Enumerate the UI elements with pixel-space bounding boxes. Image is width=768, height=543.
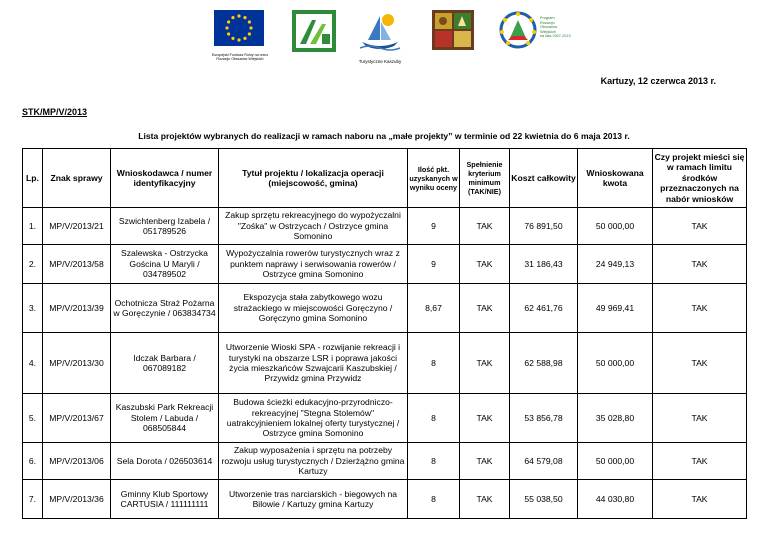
cell-applicant: Szwichtenberg Izabela / 051789526 (111, 208, 219, 245)
cell-case: MP/V/2013/39 (43, 284, 111, 333)
cell-applicant: Gminny Klub Sportowy CARTUSIA / 111111111 (111, 480, 219, 519)
cell-limit: TAK (653, 480, 747, 519)
cell-applicant: Kaszubski Park Rekreacji Stolem / Labuda / 068505844 (111, 394, 219, 443)
cell-criterion: TAK (460, 245, 510, 284)
cell-project: Zakup wyposażenia i sprzętu na potrzeby rozwoju usług turystycznych / Dzierżążno gmina Kartuzy (219, 443, 408, 480)
cell-lp: 5. (23, 394, 43, 443)
cell-amount: 50 000,00 (578, 333, 653, 394)
cell-applicant: Ochotnicza Straż Pożarna w Goręczynie / 063834734 (111, 284, 219, 333)
table-row (23, 443, 747, 480)
leader-logo (292, 10, 336, 57)
cell-applicant: Szalewska - Ostrzycka Gościna U Maryli / 034789502 (111, 245, 219, 284)
cell-criterion: TAK (460, 480, 510, 519)
table-row (23, 284, 747, 333)
header-case: Znak sprawy (43, 149, 111, 208)
header-lp: Lp. (23, 149, 43, 208)
cell-case: MP/V/2013/21 (43, 208, 111, 245)
prow-logo (498, 10, 538, 55)
cell-applicant: Idczak Barbara / 067089182 (111, 333, 219, 394)
cell-amount: 35 028,80 (578, 394, 653, 443)
table-row (23, 394, 747, 443)
cell-points: 9 (408, 245, 460, 284)
cell-cost: 76 891,50 (510, 208, 578, 245)
cell-points: 9 (408, 208, 460, 245)
cell-amount: 44 030,80 (578, 480, 653, 519)
cell-project: Wypożyczalnia rowerów turystycznych wraz z punktem naprawy i serwisowania rowerów / Ostrzyce gmina Somonino (219, 245, 408, 284)
cell-limit: TAK (653, 208, 747, 245)
cell-limit: TAK (653, 245, 747, 284)
eu-flag-logo (214, 10, 264, 51)
document-reference: STK/MP/V/2013 (22, 107, 88, 117)
cell-cost: 62 461,76 (510, 284, 578, 333)
document-date: Kartuzy, 12 czerwca 2013 r. (600, 76, 716, 86)
table-row (23, 245, 747, 284)
header-project: Tytuł projektu / lokalizacja operacji (miejscowość, gmina) (219, 149, 408, 208)
cell-criterion: TAK (460, 443, 510, 480)
cell-amount: 24 949,13 (578, 245, 653, 284)
cell-points: 8,67 (408, 284, 460, 333)
cell-criterion: TAK (460, 333, 510, 394)
cell-project: Utworzenie Wioski SPA - rozwijanie rekreacji i turystyki na obszarze LSR i poprawa jakości życia mieszkańców Szwajcarii Kaszubskiej / Przywidz gmina Przywidz (219, 333, 408, 394)
cell-lp: 1. (23, 208, 43, 245)
cell-limit: TAK (653, 394, 747, 443)
cell-case: MP/V/2013/06 (43, 443, 111, 480)
table-row (23, 333, 747, 394)
header-amount: Wnioskowana kwota (578, 149, 653, 208)
cell-cost: 53 856,78 (510, 394, 578, 443)
cell-lp: 4. (23, 333, 43, 394)
cell-cost: 62 588,98 (510, 333, 578, 394)
cell-points: 8 (408, 394, 460, 443)
header-limit: Czy projekt mieści się w ramach limitu środków przeznaczonych na nabór wniosków (653, 149, 747, 208)
table-row (23, 208, 747, 245)
cell-amount: 49 969,41 (578, 284, 653, 333)
header-cost: Koszt całkowity (510, 149, 578, 208)
cell-lp: 7. (23, 480, 43, 519)
cell-limit: TAK (653, 443, 747, 480)
document-title: Lista projektów wybranych do realizacji w ramach naboru na „małe projekty” w terminie od 22 kwietnia do 6 maja 2013 r. (138, 131, 630, 141)
logo-strip (200, 10, 570, 66)
cell-cost: 31 186,43 (510, 245, 578, 284)
turystyczne-kaszuby-logo (358, 10, 402, 64)
cell-criterion: TAK (460, 284, 510, 333)
cell-limit: TAK (653, 284, 747, 333)
header-applicant: Wnioskodawca / numer identyfikacyjny (111, 149, 219, 208)
cell-lp: 3. (23, 284, 43, 333)
cell-points: 8 (408, 443, 460, 480)
cell-lp: 2. (23, 245, 43, 284)
header-criterion: Spełnienie kryterium minimum (TAK/NIE) (460, 149, 510, 208)
projects-table (22, 148, 747, 519)
cell-limit: TAK (653, 333, 747, 394)
cell-points: 8 (408, 333, 460, 394)
tourism-logo-caption: Turystyczne Kaszuby (358, 59, 402, 64)
cell-case: MP/V/2013/30 (43, 333, 111, 394)
cell-applicant: Sela Dorota / 026503614 (111, 443, 219, 480)
cell-amount: 50 000,00 (578, 208, 653, 245)
header-points: Ilość pkt. uzyskanych w wyniku oceny (408, 149, 460, 208)
cell-case: MP/V/2013/58 (43, 245, 111, 284)
cell-case: MP/V/2013/67 (43, 394, 111, 443)
cell-project: Zakup sprzętu rekreacyjnego do wypożyczalni "Zośka" w Ostrzycach / Ostrzyce gmina Somonino (219, 208, 408, 245)
cell-criterion: TAK (460, 208, 510, 245)
cell-case: MP/V/2013/36 (43, 480, 111, 519)
cell-cost: 64 579,08 (510, 443, 578, 480)
prow-logo-caption: Program Rozwoju Obszarów Wiejskich na lata 2007-2013 (540, 16, 571, 39)
cell-project: Budowa ścieżki edukacyjno-przyrodniczo-rekreacyjnej "Stegna Stolemów" uatrakcyjnieniem lokalnej oferty turystycznej / Ostrzyce gmina Somonino (219, 394, 408, 443)
cell-amount: 50 000,00 (578, 443, 653, 480)
table-row (23, 480, 747, 519)
cell-cost: 55 038,50 (510, 480, 578, 519)
cell-project: Utworzenie tras narciarskich - biegowych na Bilowie / Kartuzy gmina Kartuzy (219, 480, 408, 519)
table-header-row (23, 149, 747, 208)
eu-logo-caption: Europejski Fundusz Rolny na rzecz Rozwoju Obszarów Wiejskich (211, 53, 269, 62)
cell-criterion: TAK (460, 394, 510, 443)
cell-project: Ekspozycja stała zabytkowego wozu strażackiego w miejscowości Goręczyno / Goręczyno gmina Somonino (219, 284, 408, 333)
regional-crest-logo (432, 10, 474, 55)
cell-points: 8 (408, 480, 460, 519)
cell-lp: 6. (23, 443, 43, 480)
